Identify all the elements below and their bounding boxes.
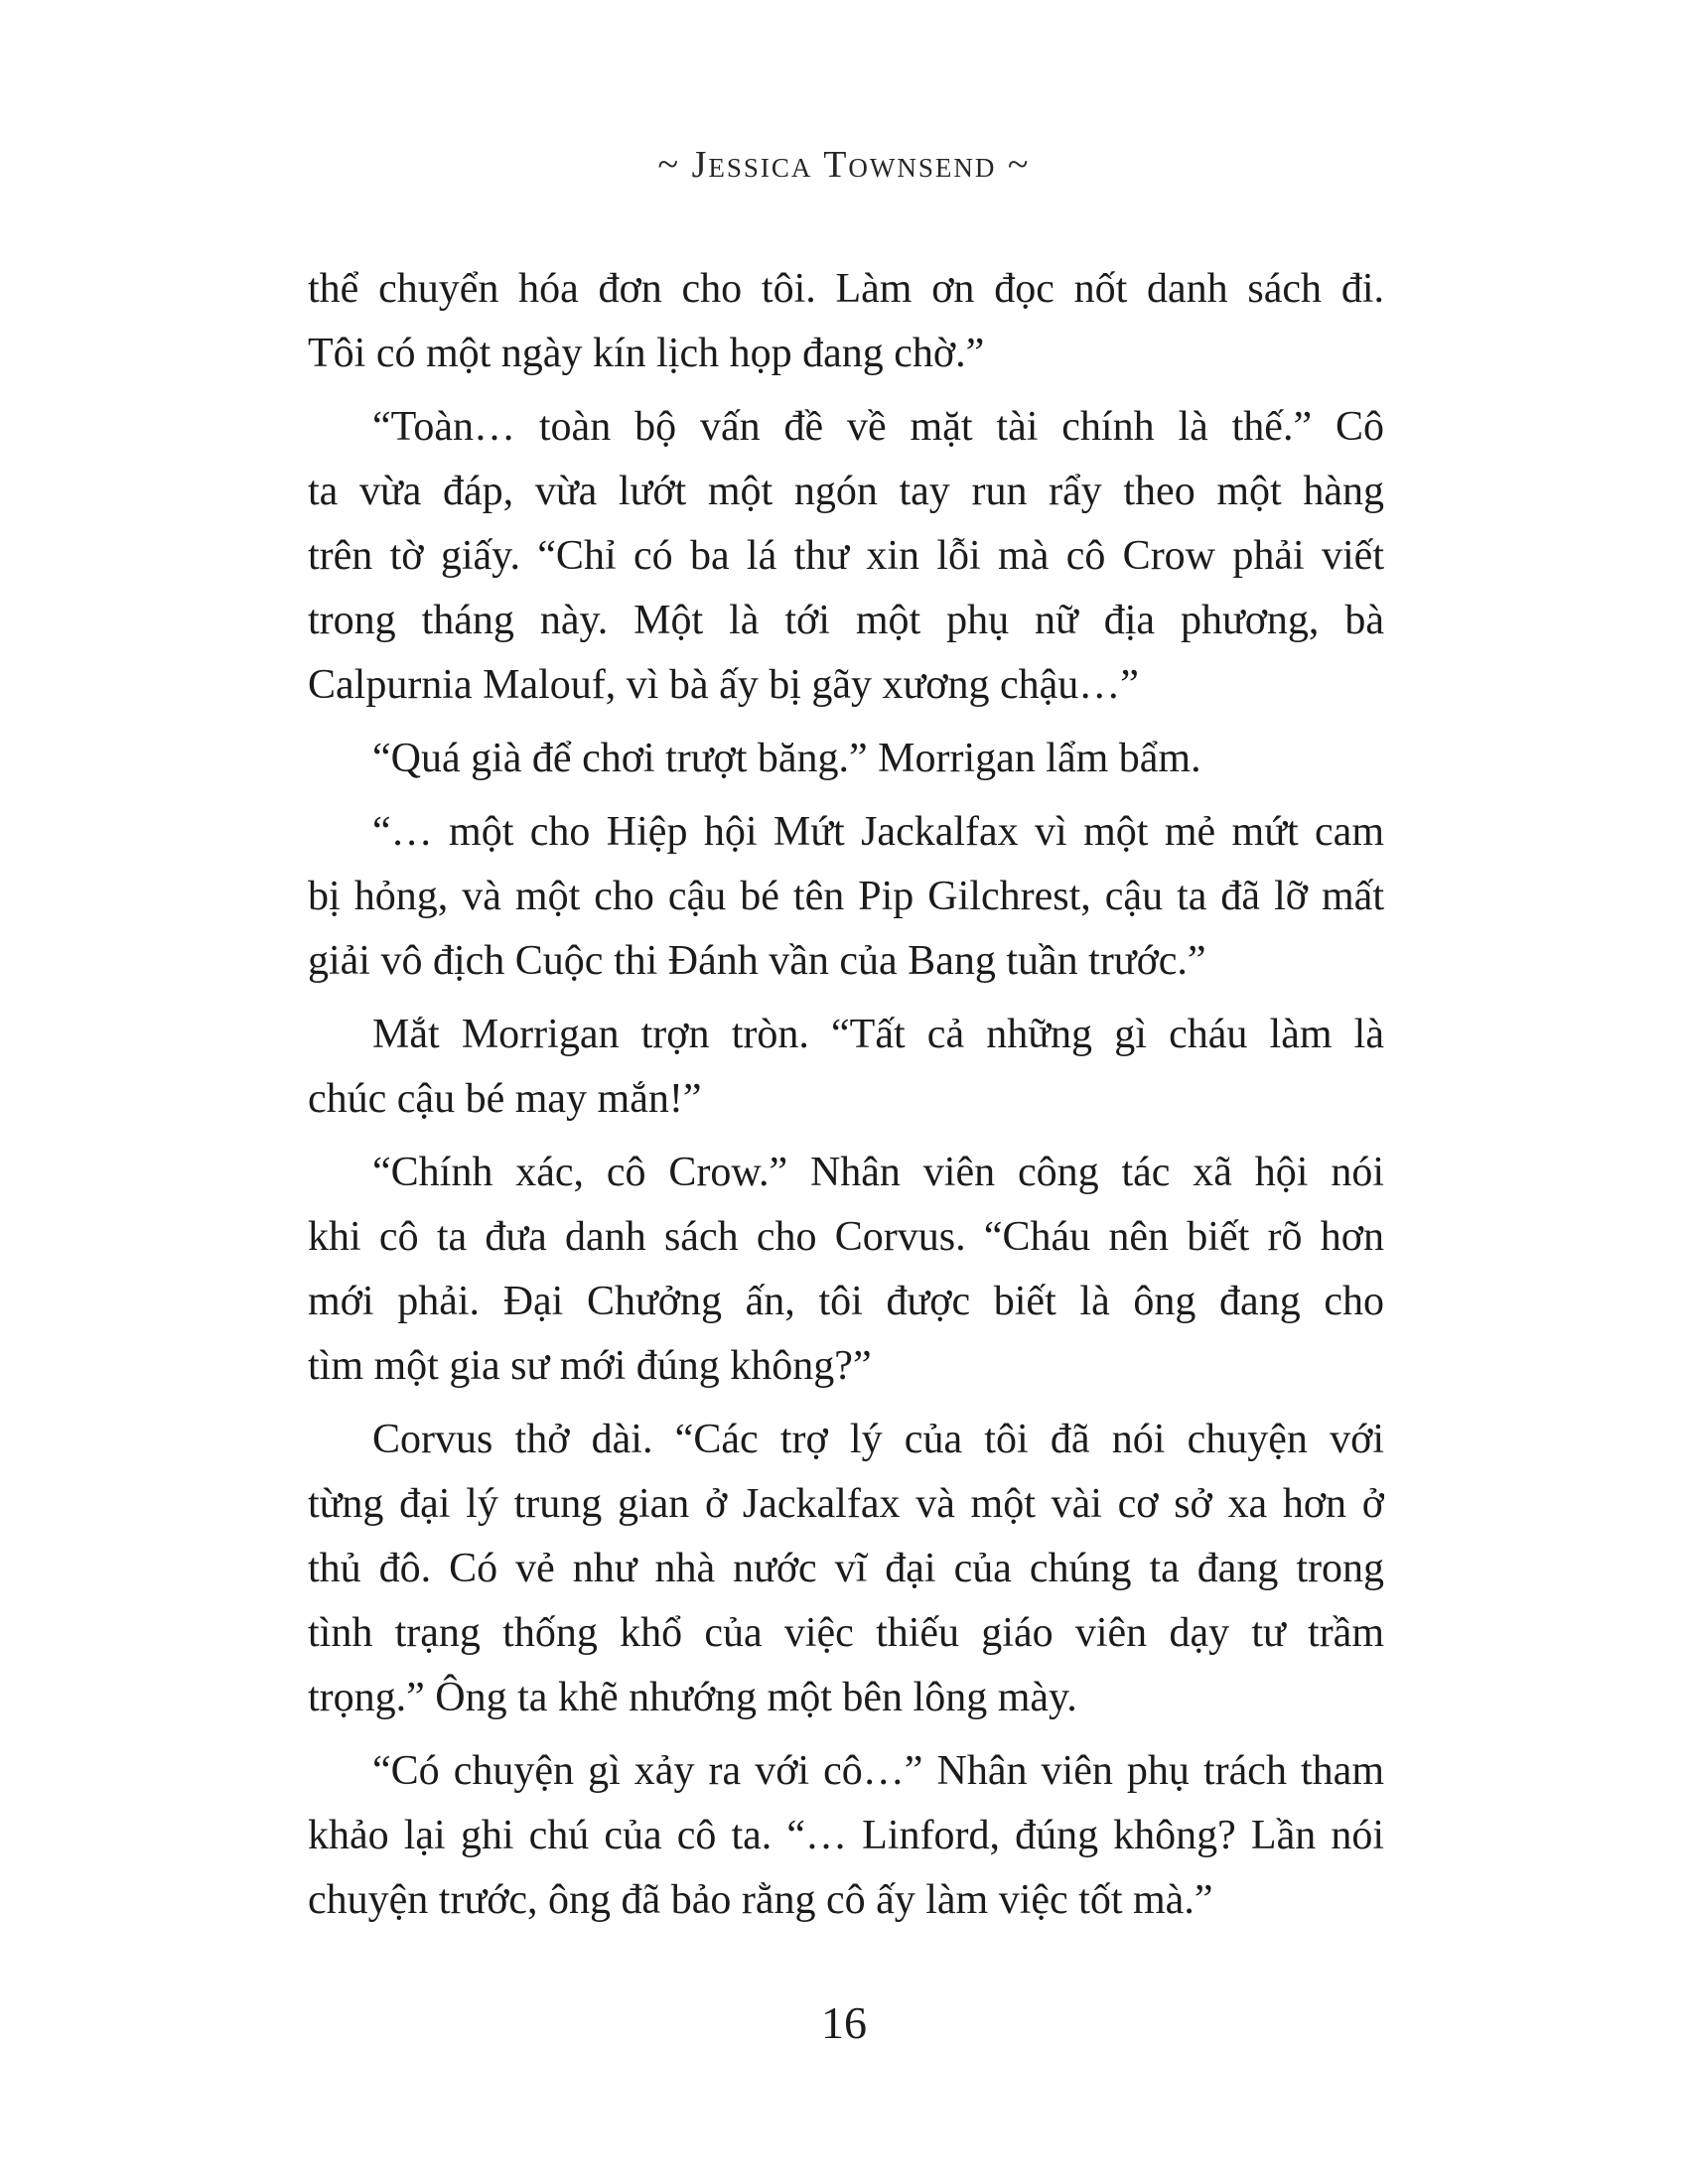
paragraph xyxy=(308,1739,1384,1933)
text-line: mới phải. Đại Chưởng ấn, tôi được biết là ông đang cho xyxy=(308,1279,1384,1324)
text-line: Corvus thở dài. “Các trợ lý của tôi đã nói chuyện với xyxy=(372,1417,1384,1462)
text-line: bị hỏng, và một cho cậu bé tên Pip Gilchrest, cậu ta đã lỡ mất xyxy=(308,874,1384,919)
text-line: thể chuyển hóa đơn cho tôi. Làm ơn đọc nốt danh sách đi. xyxy=(308,266,1384,312)
page-number: 16 xyxy=(821,1997,867,2048)
paragraph xyxy=(308,395,1384,718)
page-footer xyxy=(0,1997,1688,2049)
text-line: trọng.” Ông ta khẽ nhướng một bên lông mày. xyxy=(308,1675,1077,1720)
text-line: chúc cậu bé may mắn!” xyxy=(308,1076,702,1122)
text-line: “Toàn… toàn bộ vấn đề về mặt tài chính là thế.” Cô xyxy=(372,404,1384,450)
text-line: “Quá già để chơi trượt băng.” Morrigan lẩm bẩm. xyxy=(372,736,1201,781)
text-line: chuyện trước, ông đã bảo rằng cô ấy làm việc tốt mà.” xyxy=(308,1877,1213,1923)
text-line: khảo lại ghi chú của cô ta. “… Linford, đúng không? Lần nói xyxy=(308,1813,1384,1858)
text-line: Mắt Morrigan trợn tròn. “Tất cả những gì cháu làm là xyxy=(372,1012,1384,1057)
text-line: “… một cho Hiệp hội Mứt Jackalfax vì một mẻ mứt cam xyxy=(372,809,1384,855)
paragraph xyxy=(308,1408,1384,1730)
text-line: thủ đô. Có vẻ như nhà nước vĩ đại của chúng ta đang trong xyxy=(308,1546,1384,1591)
text-line: giải vô địch Cuộc thi Đánh vần của Bang tuần trước.” xyxy=(308,938,1206,984)
paragraph xyxy=(308,1141,1384,1399)
text-line: “Có chuyện gì xảy ra với cô…” Nhân viên phụ trách tham xyxy=(372,1748,1384,1794)
paragraph xyxy=(308,800,1384,994)
paragraph xyxy=(308,257,1384,386)
body-text xyxy=(308,257,1384,1942)
paragraph xyxy=(308,1003,1384,1132)
running-header xyxy=(0,143,1688,187)
text-line: trong tháng này. Một là tới một phụ nữ địa phương, bà xyxy=(308,598,1384,643)
text-line: từng đại lý trung gian ở Jackalfax và một vài cơ sở xa hơn ở xyxy=(308,1481,1384,1527)
text-line: Tôi có một ngày kín lịch họp đang chờ.” xyxy=(308,331,985,376)
paragraph xyxy=(308,727,1384,791)
text-line: khi cô ta đưa danh sách cho Corvus. “Cháu nên biết rõ hơn xyxy=(308,1214,1384,1260)
text-line: Calpurnia Malouf, vì bà ấy bị gãy xương chậu…” xyxy=(308,662,1139,708)
text-line: “Chính xác, cô Crow.” Nhân viên công tác xã hội nói xyxy=(372,1150,1384,1195)
text-line: ta vừa đáp, vừa lướt một ngón tay run rẩy theo một hàng xyxy=(308,469,1384,514)
text-line: tìm một gia sư mới đúng không?” xyxy=(308,1343,872,1389)
text-line: trên tờ giấy. “Chỉ có ba lá thư xin lỗi mà cô Crow phải viết xyxy=(308,533,1384,579)
author-name: ~ Jessica Townsend ~ xyxy=(657,144,1031,186)
text-line: tình trạng thống khổ của việc thiếu giáo viên dạy tư trầm xyxy=(308,1610,1384,1656)
